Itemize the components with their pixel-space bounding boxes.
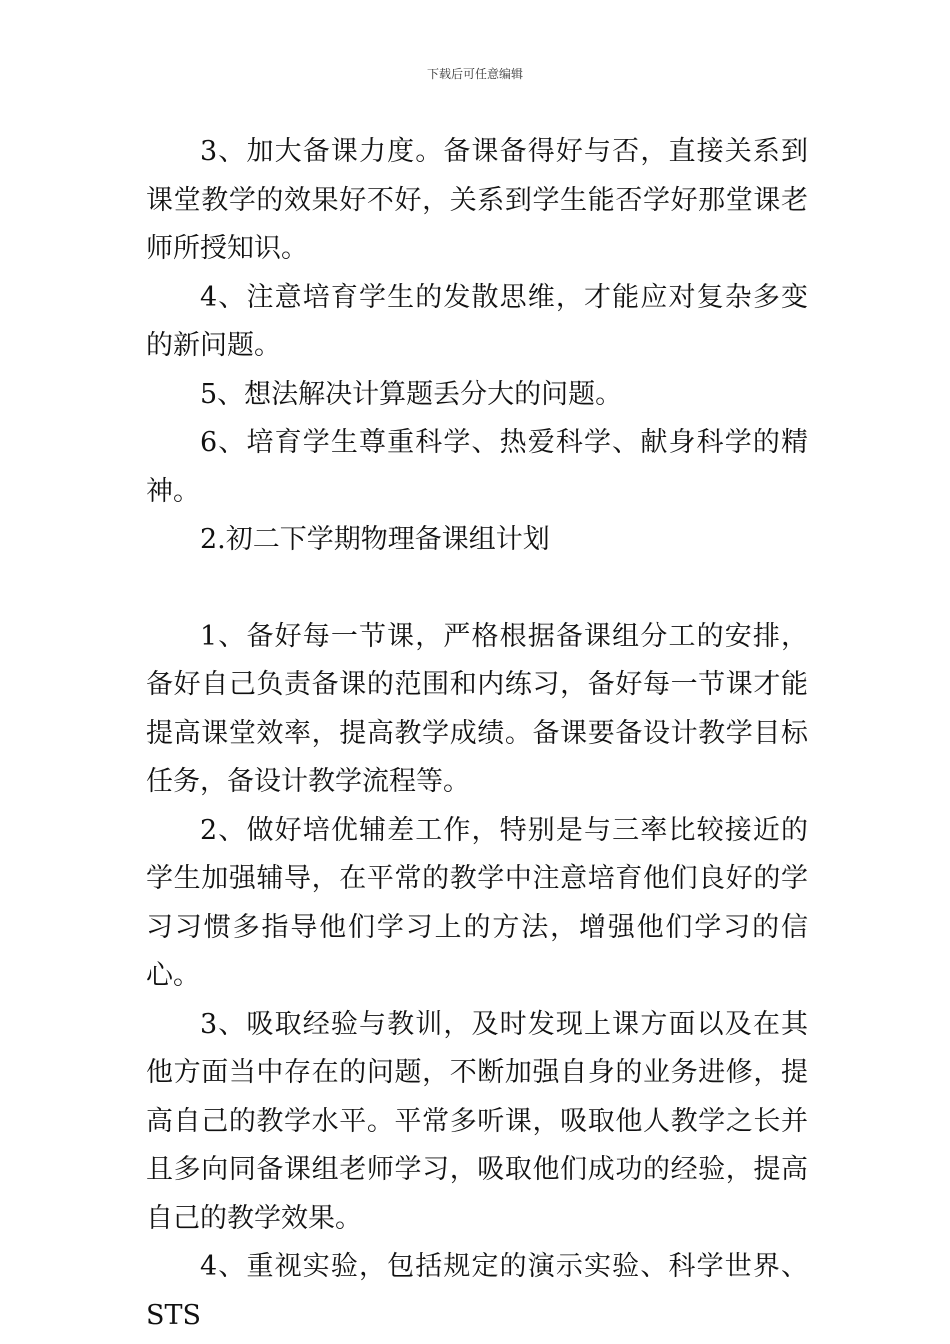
paragraph-item-4: 4、注意培育学生的发散思维，才能应对复杂多变的新问题。 [146, 281, 808, 361]
document-body [146, 128, 808, 1340]
paragraph-item-6: 6、培育学生尊重科学、热爱科学、献身科学的精神。 [146, 427, 808, 507]
plan-item-1: 1、备好每一节课，严格根据备课组分工的安排，备好自己负责备课的范围和内练习，备好每一节课才能提高课堂效率，提高教学成绩。备课要备设计教学目标任务，备设计教学流程等。 [146, 620, 808, 797]
section-heading: 2.初二下学期物理备课组计划 [200, 524, 550, 555]
page-header: 下载后可任意编辑 [426, 67, 523, 81]
blank-line [146, 565, 808, 613]
plan-item-3: 3、吸取经验与教训，及时发现上课方面以及在其他方面当中存在的问题，不断加强自身的业务进修，提高自己的教学水平。平常多听课，吸取他人教学之长并且多向同备课组老师学习，吸取他们成功的经验，提高自己的教学效果。 [146, 1008, 808, 1234]
plan-item-2: 2、做好培优辅差工作，特别是与三率比较接近的学生加强辅导，在平常的教学中注意培育他们良好的学习习惯多指导他们学习上的方法，增强他们学习的信心。 [146, 814, 808, 991]
plan-item-4: 4、重视实验，包括规定的演示实验、科学世界、STS [146, 1251, 808, 1331]
paragraph-item-5: 5、想法解决计算题丢分大的问题。 [200, 378, 623, 410]
paragraph-item-3: 3、加大备课力度。备课备得好与否，直接关系到课堂教学的效果好不好，关系到学生能否学好那堂课老师所授知识。 [146, 136, 808, 264]
